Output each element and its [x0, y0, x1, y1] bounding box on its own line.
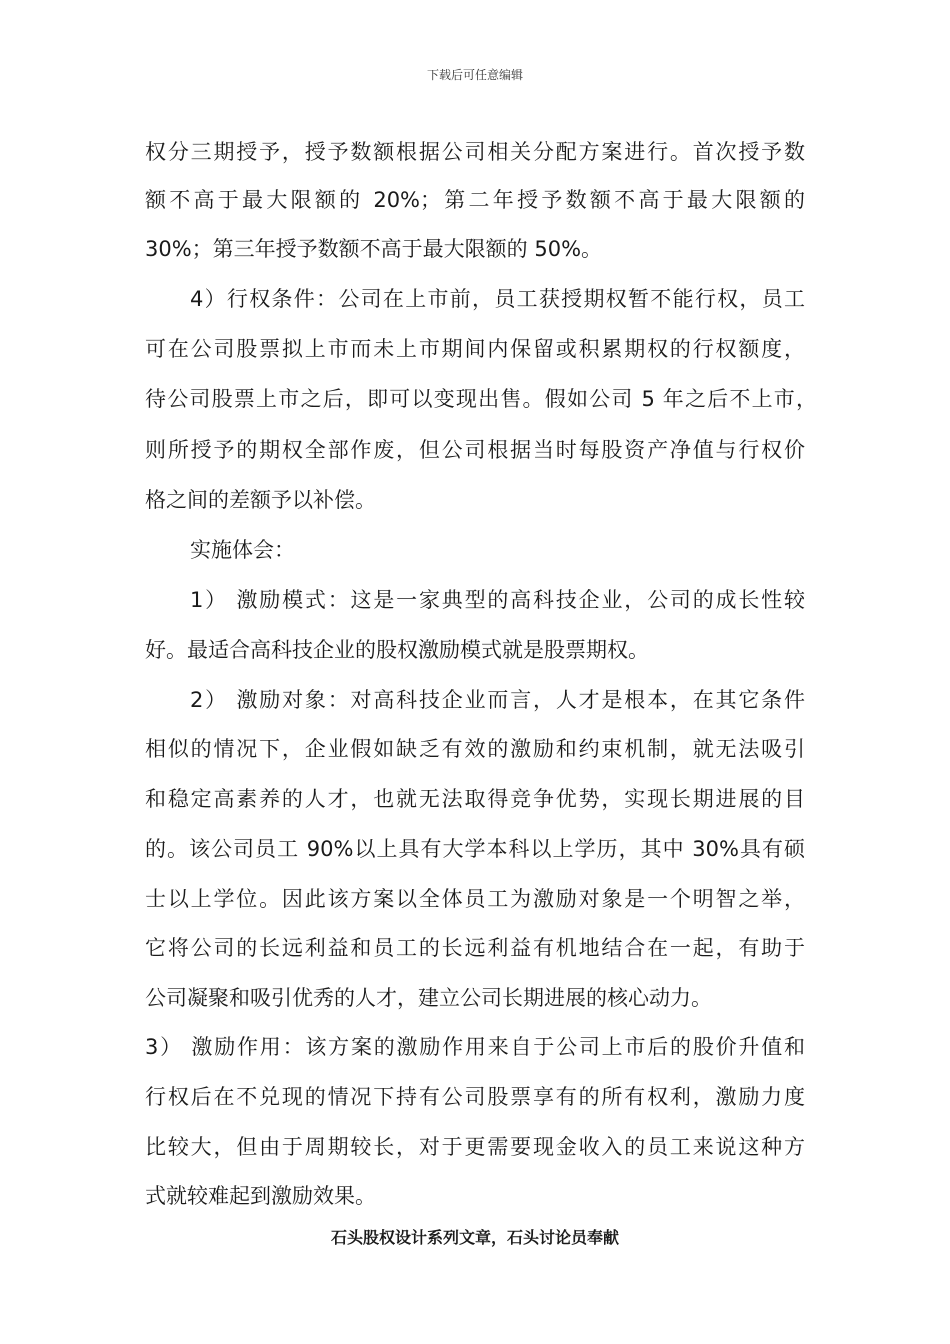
body-line: 公司凝聚和吸引优秀的人才，建立公司长期进展的核心动力。 — [145, 986, 712, 1010]
body-line: 格之间的差额予以补偿。 — [145, 488, 376, 512]
body-line: 士以上学位。因此该方案以全体员工为激励对象是一个明智之举， — [145, 887, 805, 911]
section-heading: 实施体会： — [190, 538, 295, 562]
body-line: 1） 激励模式：这是一家典型的高科技企业，公司的成长性较 — [190, 588, 805, 612]
body-line: 额不高于最大限额的 20%；第二年授予数额不高于最大限额的 — [145, 188, 805, 212]
body-line: 4）行权条件：公司在上市前，员工获授期权暂不能行权，员工 — [190, 287, 805, 311]
body-line: 则所授予的期权全部作废，但公司根据当时每股资产净值与行权价 — [145, 438, 805, 462]
body-line: 和稳定高素养的人才，也就无法取得竞争优势，实现长期进展的目 — [145, 787, 805, 811]
body-line: 它将公司的长远利益和员工的长远利益有机地结合在一起，有助于 — [145, 936, 805, 960]
body-line: 2） 激励对象：对高科技企业而言，人才是根本，在其它条件 — [190, 688, 805, 712]
body-line: 待公司股票上市之后，即可以变现出售。假如公司 5 年之后不上市， — [145, 387, 817, 411]
body-line: 3） 激励作用：该方案的激励作用来自于公司上市后的股价升值和 — [145, 1035, 805, 1059]
body-line: 30%；第三年授予数额不高于最大限额的 50%。 — [145, 237, 603, 261]
body-line: 相似的情况下，企业假如缺乏有效的激励和约束机制，就无法吸引 — [145, 737, 805, 761]
body-line: 可在公司股票拟上市而未上市期间内保留或积累期权的行权额度， — [145, 337, 805, 361]
body-line: 式就较难起到激励效果。 — [145, 1184, 376, 1208]
body-line: 的。该公司员工 90%以上具有大学本科以上学历，其中 30%具有硕 — [145, 837, 805, 861]
body-line: 比较大，但由于周期较长，对于更需要现金收入的员工来说这种方 — [145, 1135, 805, 1159]
body-line: 行权后在不兑现的情况下持有公司股票享有的所有权利，激励力度 — [145, 1085, 805, 1109]
page-footer: 石头股权设计系列文章，石头讨论员奉献 — [330, 1228, 619, 1247]
body-line: 好。最适合高科技企业的股权激励模式就是股票期权。 — [145, 638, 649, 662]
body-line: 权分三期授予，授予数额根据公司相关分配方案进行。首次授予数 — [145, 140, 805, 164]
page-header: 下载后可任意编辑 — [426, 68, 523, 82]
